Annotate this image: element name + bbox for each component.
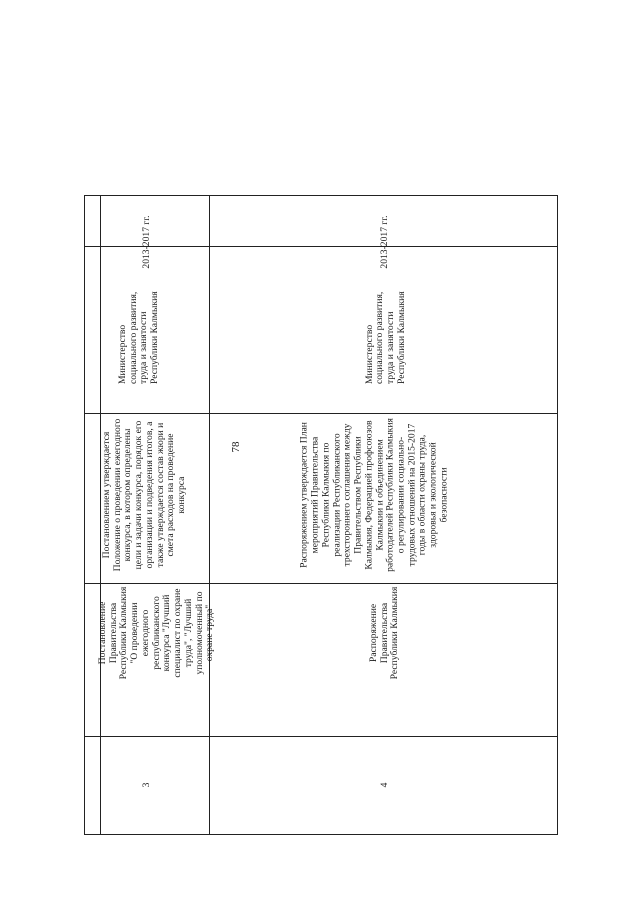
row-4-number: 4 [378,782,390,788]
row-divider [85,413,557,414]
column-divider [209,196,210,834]
row-4-document: Распоряжение Правительства Республики Калмыкия [367,586,401,680]
row-3-period: 2013-2017 гг. [140,215,152,269]
row-3-description: Постановлением утверждается Положение о проведении ежегодного конкурса, в котором определены цели и задачи конкурса, порядок его организации и подведения итогов, а также утверждается состав жюри и смета расходов на проведение конкурса [101,418,188,572]
row-3-responsible: Министерство социального развития, труда и занятости Республики Калмыкия [117,291,161,384]
page-number: 78 [230,441,242,453]
row-4-description: Распоряжением утверждается План мероприятий Правительства Республики Калмыкия по реализации Республиканского трехстороннего соглашения между Правительством Республики Калмыкия, Федерацией профсоюзов Калмыкии и объединением работодателей Республики Калмыкия о регулировании социально-трудовых отношений на 2015-2017 годы в области охраны труда, здоровья и экологической безопасности [298,418,450,572]
row-4-responsible: Министерство социального развития, труда и занятости Республики Калмыкия [363,291,407,384]
row-3-number: 3 [140,782,152,788]
row-3-document: Постановление Правительства Республики Калмыкия "О проведении ежегодного республиканского конкурса "Лучший специалист по охране труда", "Лучший уполномоченный по охране труда" [97,586,216,680]
row-4-period: 2013-2017 гг. [378,215,390,269]
row-divider [85,736,557,737]
